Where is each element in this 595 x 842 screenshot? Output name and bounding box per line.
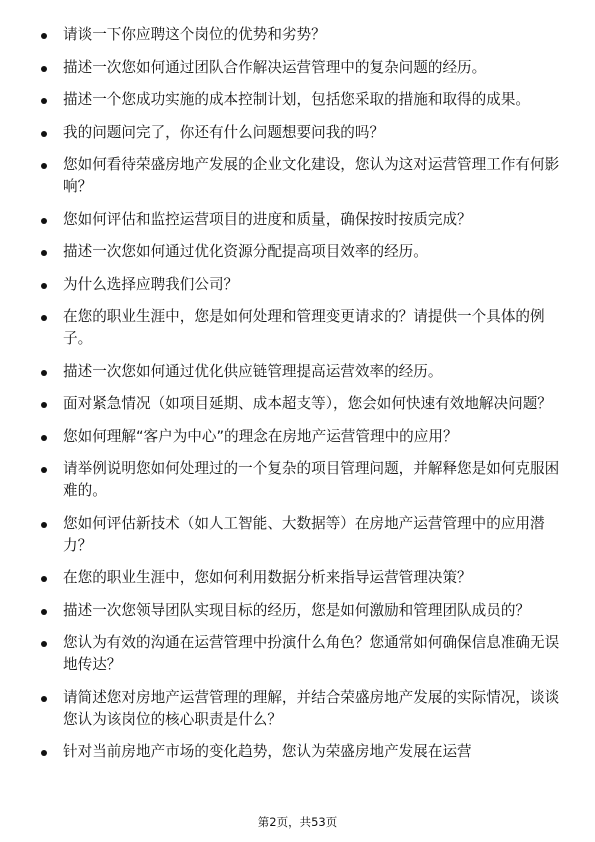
list-item <box>38 513 560 557</box>
bullet-icon <box>41 250 47 256</box>
question-text: 我的问题问完了，你还有什么问题想要问我的吗？ <box>63 123 385 141</box>
list-item <box>38 24 560 46</box>
question-list <box>38 24 560 774</box>
bullet-icon <box>41 435 47 441</box>
question-text: 描述一次您如何通过优化资源分配提高项目效率的经历。 <box>63 243 428 260</box>
question-text: 描述一个您成功实施的成本控制计划，包括您采取的措施和取得的成果。 <box>63 91 531 108</box>
question-text: 您如何评估和监控运营项目的进度和质量，确保按时按质完成？ <box>63 210 472 228</box>
bullet-icon <box>41 641 47 647</box>
bullet-icon <box>41 131 47 137</box>
question-text: 描述一次您如何通过优化供应链管理提高运营效率的经历。 <box>63 362 443 380</box>
question-text: 您如何评估新技术（如人工智能、大数据等）在房地产运营管理中的应用潜力？ <box>63 514 545 554</box>
question-text: 在您的职业生涯中，您是如何处理和管理变更请求的？请提供一个具体的例子。 <box>63 308 545 347</box>
question-text: 请举例说明您如何处理过的一个复杂的项目管理问题，并解释您是如何克服困难的。 <box>63 460 560 499</box>
question-text: 您认为有效的沟通在运营管理中扮演什么角色？您通常如何确保信息准确无误地传达？ <box>63 634 560 673</box>
list-item <box>38 241 560 263</box>
page-footer <box>0 814 595 830</box>
bullet-icon <box>41 315 47 321</box>
bullet-icon <box>41 33 47 39</box>
bullet-icon <box>41 66 47 72</box>
question-text: 面对紧急情况（如项目延期、成本超支等），您会如何快速有效地解决问题？ <box>63 395 552 412</box>
list-item <box>38 741 560 763</box>
list-item <box>38 632 560 676</box>
question-text: 在您的职业生涯中，您如何利用数据分析来指导运营管理决策？ <box>63 569 472 586</box>
list-item <box>38 274 560 296</box>
list-item <box>38 600 560 622</box>
page-number: 第2页，共53页 <box>257 815 338 829</box>
question-text: 描述一次您领导团队实现目标的经历，您是如何激励和管理团队成员的？ <box>63 601 531 619</box>
list-item <box>38 458 560 502</box>
bullet-icon <box>41 218 47 224</box>
list-item <box>38 426 560 448</box>
question-text: 为什么选择应聘我们公司？ <box>63 275 239 293</box>
bullet-icon <box>41 163 47 169</box>
list-item <box>38 687 560 731</box>
question-text: 描述一次您如何通过团队合作解决运营管理中的复杂问题的经历。 <box>63 58 487 76</box>
bullet-icon <box>41 283 47 289</box>
bullet-icon <box>41 696 47 702</box>
question-text: 针对当前房地产市场的变化趋势，您认为荣盛房地产发展在运营 <box>63 743 472 760</box>
list-item <box>38 89 560 111</box>
question-text: 请简述您对房地产运营管理的理解，并结合荣盛房地产发展的实际情况，谈谈您认为该岗位的核心职责是什么？ <box>63 688 560 728</box>
bullet-icon <box>41 609 47 615</box>
list-item <box>38 122 560 144</box>
list-item <box>38 567 560 589</box>
list-item <box>38 393 560 415</box>
question-text: 您如何看待荣盛房地产发展的企业文化建设，您认为这对运营管理工作有何影响？ <box>63 156 560 195</box>
bullet-icon <box>41 750 47 756</box>
list-item <box>38 154 560 198</box>
list-item <box>38 209 560 231</box>
bullet-icon <box>41 576 47 582</box>
bullet-icon <box>41 98 47 104</box>
question-text: 请谈一下你应聘这个岗位的优势和劣势？ <box>63 26 326 43</box>
question-text: 您如何理解“客户为中心”的理念在房地产运营管理中的应用？ <box>63 427 458 445</box>
list-item <box>38 57 560 79</box>
bullet-icon <box>41 370 47 376</box>
list-item <box>38 361 560 383</box>
bullet-icon <box>41 467 47 473</box>
bullet-icon <box>41 402 47 408</box>
bullet-icon <box>41 522 47 528</box>
list-item <box>38 306 560 350</box>
